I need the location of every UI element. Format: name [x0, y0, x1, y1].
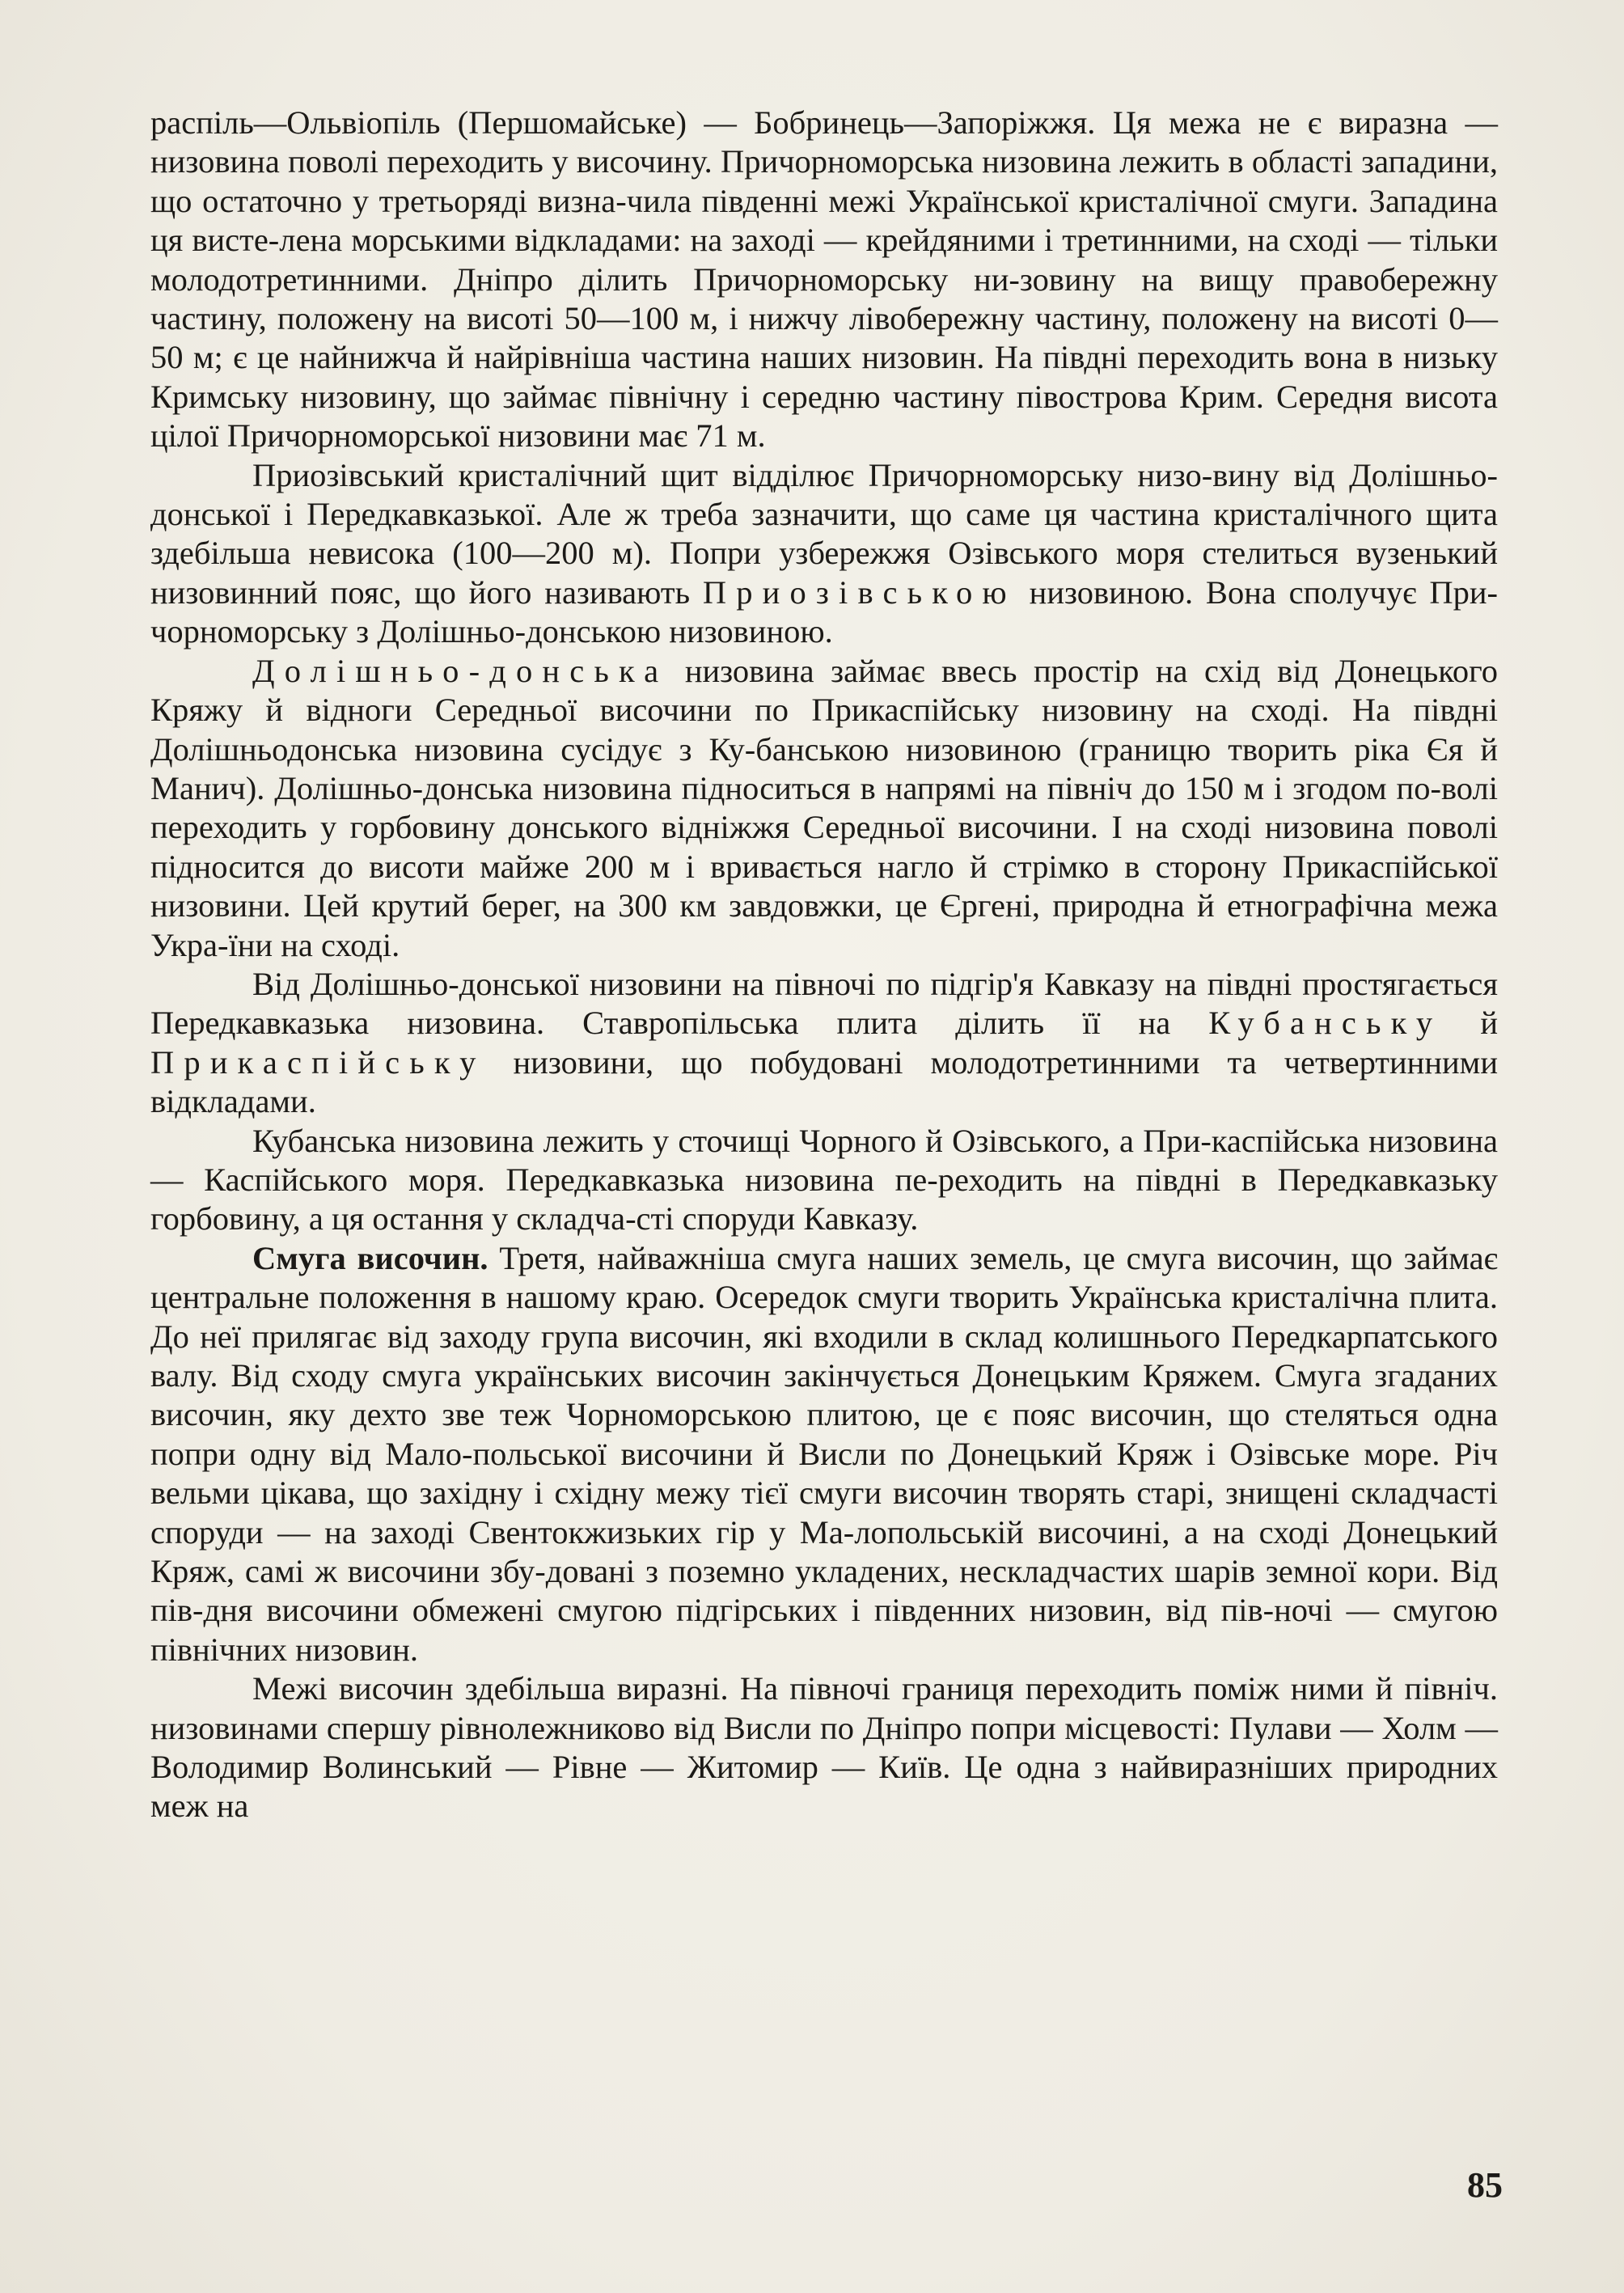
spaced-term: Приозівською [702, 573, 1017, 611]
text-run: Третя, найважніша смуга наших земель, це смуга височин, що займає центральне положення в нашому краю. Осередок смуги творить Українська кристалічна плита. До неї прилягає від заходу група височин, які входили в склад колишнього Передкарпатського валу. Від сходу смуга українських височин закінчується Донецьким Кряжем. Смуга згаданих височин, яку дехто зве теж Чорноморською плитою, це є пояс височин, що стеляться одна попри одну від Мало-польської височини й Висли по Донецький Кряж і Озівське море. Річ вельми цікава, що західну і східну межу тієї смуги височин творять старі, знищені складчасті споруди — на заході Свентокжизьких гір у Ма-лопольській височині, а на сході Донецький Кряж, самі ж височини збу-довані з поземно укладених, нескладчастих шарів земної кори. Від пів-дня височини обмежені смугою підгірських і південних низовин, від пів-ночі — смугою північних низовин. [150, 1239, 1499, 1668]
text-run: Приозівський кристалічний щит відділює Причорноморську низо-вину від Долішньо-донської і Передкавказької. Але ж треба зазначити, що саме ця частина кристалічного щита здебільша невисока (100—200 м). Попри узбережжя Озівського моря стелиться вузенький низовинний пояс, що його називають [150, 456, 1498, 611]
text-run: Кубанська низовина лежить у сточищі Чорного й Озівського, а При-каспійська низовина — Каспійського моря. Передкавказька низовина пе-реходить на півдні в Передкавказьку горбовину, а ця остання у складча-сті споруди Кавказу. [150, 1122, 1498, 1237]
spaced-term: Прикаспійську [150, 1043, 486, 1081]
paragraph [150, 1669, 1498, 1826]
paragraph [150, 104, 1498, 456]
section-heading: Смуга височин. [252, 1239, 488, 1276]
text-run: распіль—Ольвіопіль (Першомайське) — Бобринець—Запоріжжя. Ця межа не є виразна — низовина поволі переходить у височину. Причорноморська низовина лежить в області западини, що остаточно у третьоряді визна-чила південні межі Української кристалічної смуги. Западина ця висте-лена морськими відкладами: на заході — крейдяними і третинними, на сході — тільки молодотретинними. Дніпро ділить Причорноморську ни-зовину на вищу правобережну частину, положену на висоті 50—100 м, і нижчу лівобережну частину, положену на висоті 0—50 м; є це найнижча й найрівніша частина наших низовин. На півдні переходить вона в низьку Кримську низовину, що займає північну і середню частину півострова Крим. Середня висота цілої Причорноморської низовини має 71 м. [150, 104, 1498, 455]
page-number: 85 [1467, 2165, 1503, 2205]
body-text [150, 104, 1498, 1826]
paragraph [150, 965, 1498, 1122]
text-run: Межі височин здебільша виразні. На півночі границя переходить поміж ними й північ. низовинами спершу рівнолежниково від Висли по Дніпро попри місцевості: Пулави — Холм — Володимир Волинський — Рівне — Житомир — Київ. Це одна з найвиразніших природних меж на [150, 1670, 1498, 1825]
text-run: низовини, що побудовані молодотретинними та четвертинними відкладами. [150, 1043, 1498, 1120]
paragraph [150, 456, 1498, 652]
spaced-term: Кубанську [1208, 1005, 1443, 1042]
spaced-term: Долішньо-донська [252, 652, 669, 689]
paragraph [150, 1122, 1498, 1239]
text-run: низовина займає ввесь простір на схід від Донецького Кряжу й відноги Середньої височини по Прикаспійську низовину на сході. На півдні Долішньодонська низовина сусідує з Ку-банською низовиною (границю творить ріка Єя й Манич). Долішньо-донська низовина підноситься в напрямі на північ до 150 м і згодом по-волі переходить у горбовину донського відніжжя Середньої височини. І на сході низовина поволі підносится до висоти майже 200 м і вривається нагло й стрімко в сторону Прикаспійської низовини. Цей крутий берег, на 300 км завдовжки, це Єргені, природна й етнографічна межа Укра-їни на сході. [150, 652, 1498, 963]
paragraph [150, 652, 1498, 965]
text-run: й [1442, 1005, 1498, 1042]
text-run: низовиною. Вона сполучує При-чорноморську з Долішньо-донською низовиною. [150, 573, 1498, 650]
text-run: Від Долішньо-донської низовини на півночі по підгір'я Кавказу на півдні простягається Передкавказька низовина. Ставропільська плита ділить її на [150, 965, 1498, 1042]
paragraph [150, 1239, 1498, 1669]
